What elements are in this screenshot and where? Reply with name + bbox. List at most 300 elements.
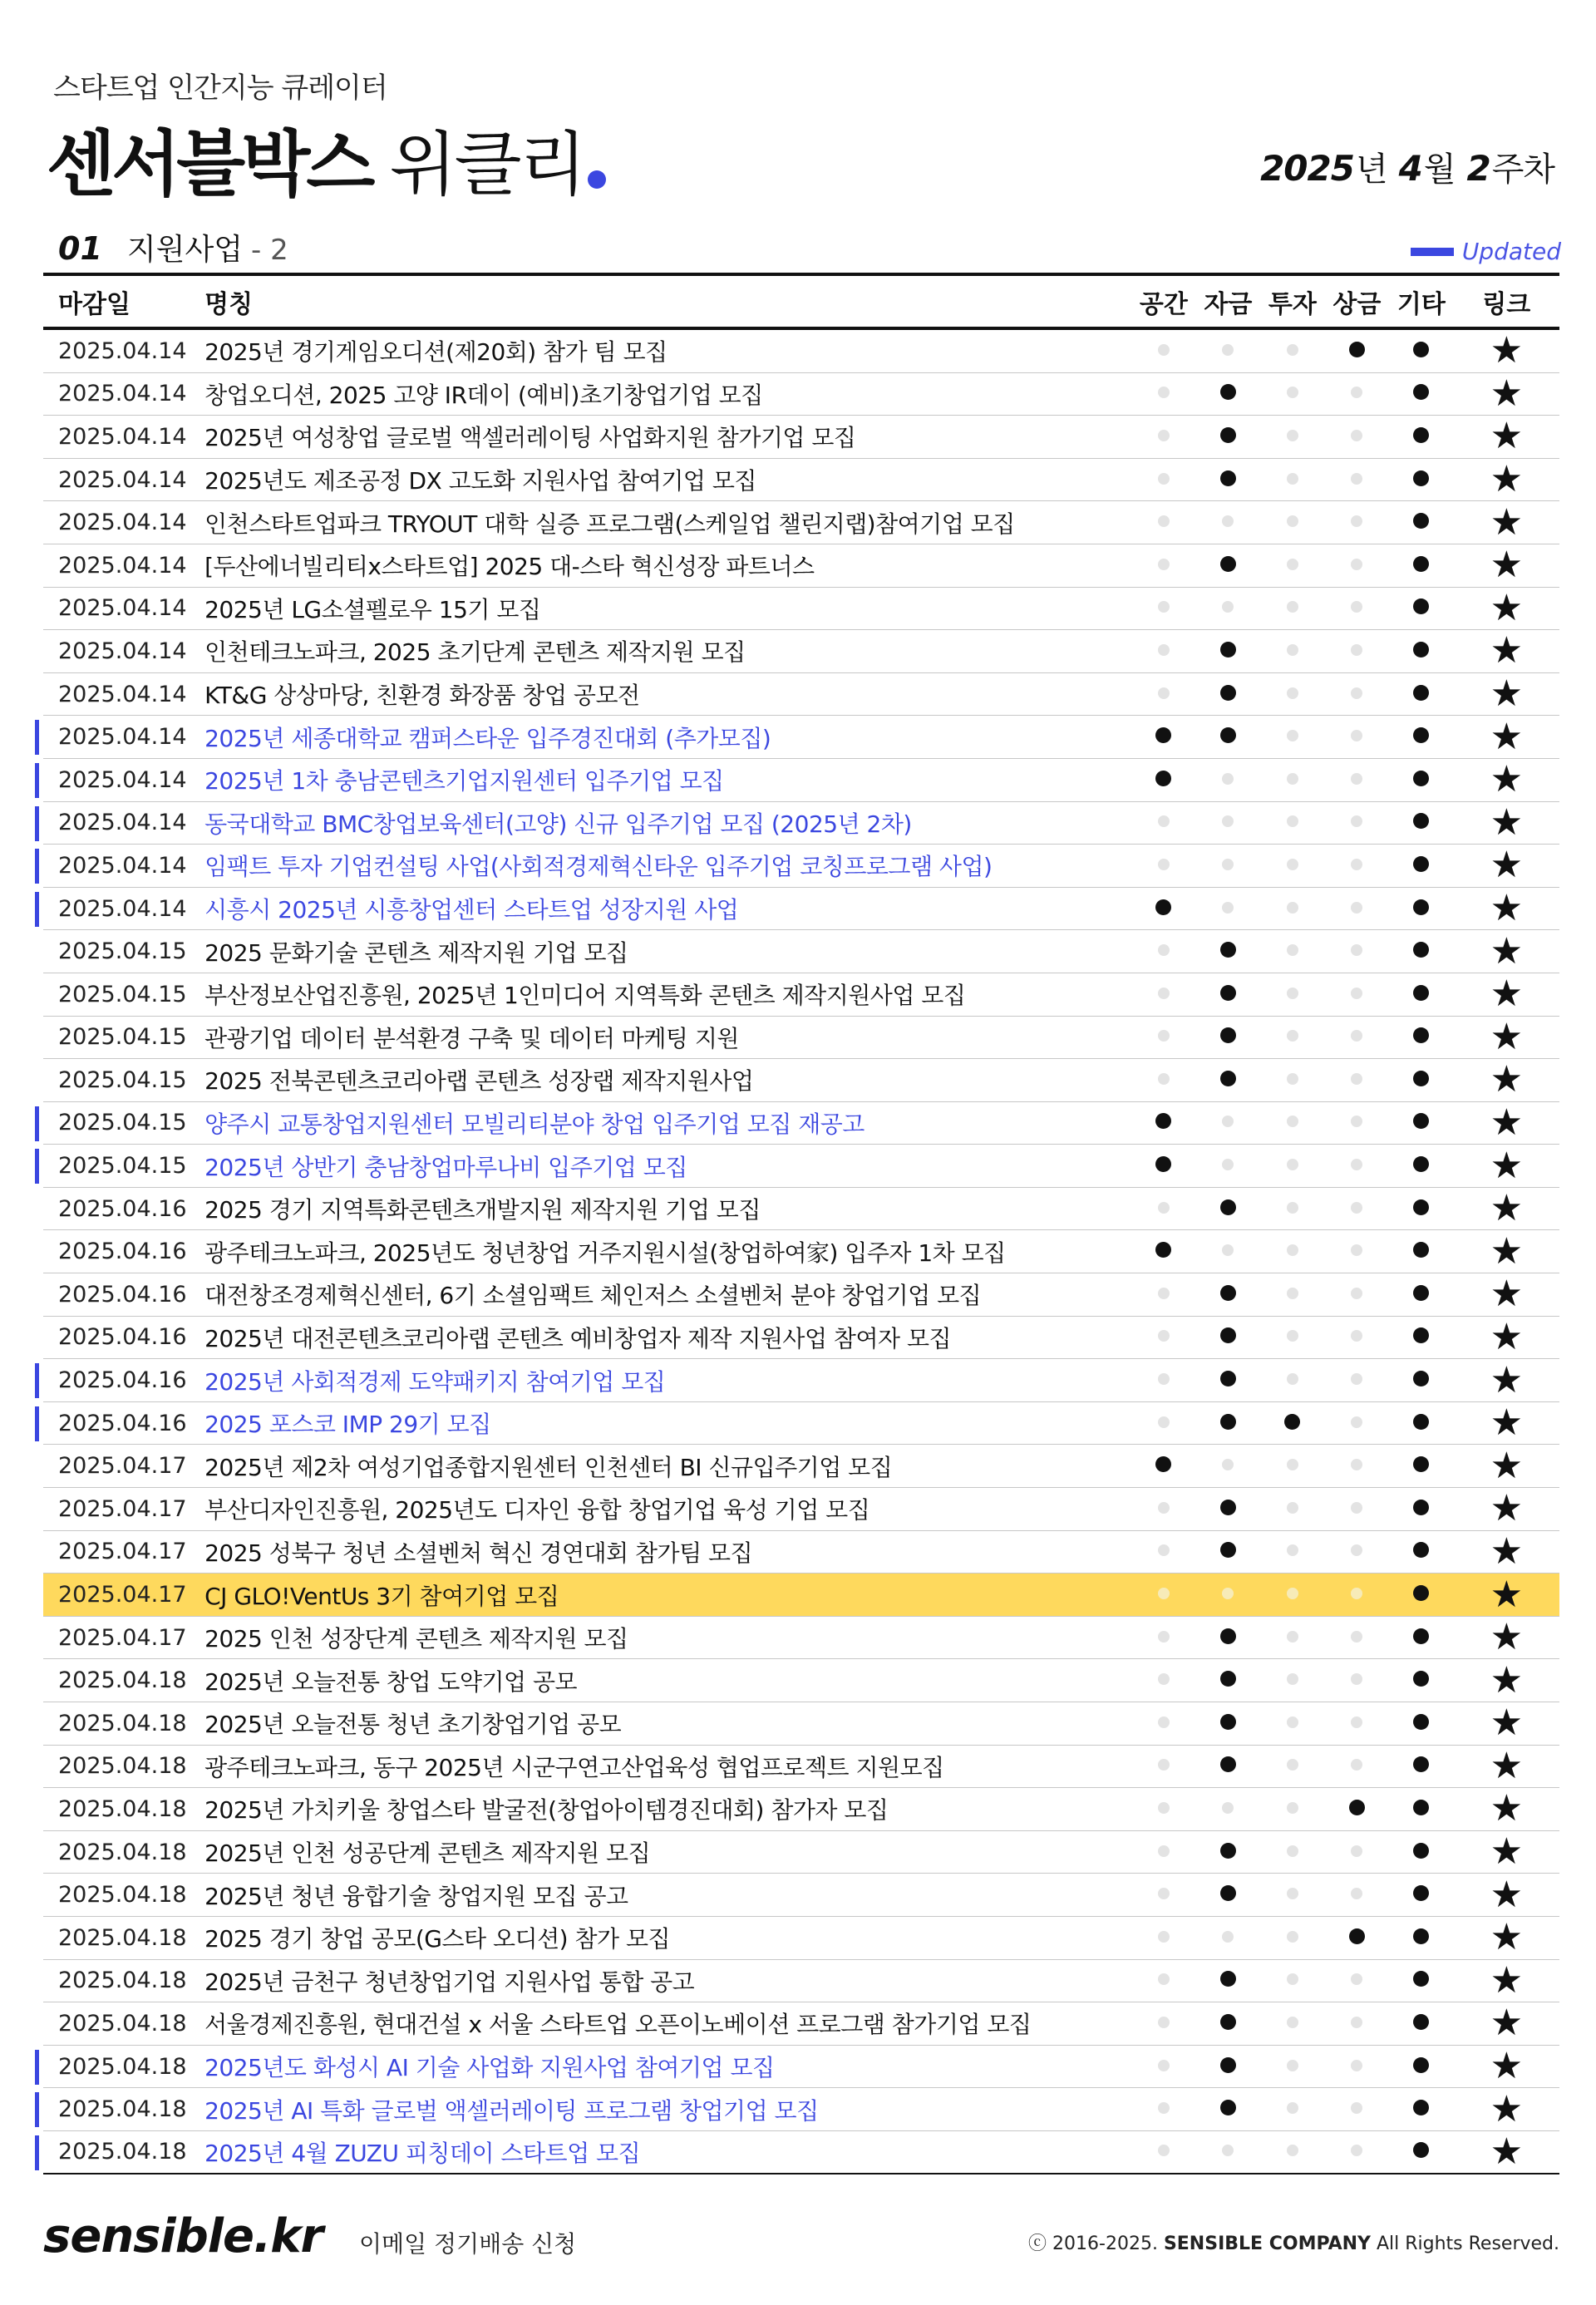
- row-invest-cell: [1260, 1930, 1325, 1946]
- table-row: [43, 2088, 1559, 2131]
- row-prize-cell: [1325, 1887, 1390, 1903]
- star-link-icon[interactable]: ★: [1490, 586, 1524, 629]
- row-deadline: 2025.04.18: [58, 1710, 187, 1736]
- star-link-icon[interactable]: ★: [1490, 1573, 1524, 1616]
- filled-dot-icon: [1413, 1843, 1429, 1859]
- row-fund-cell: [1196, 1756, 1261, 1776]
- row-prize-cell: [1325, 2144, 1390, 2160]
- issue-year: 2025: [1260, 148, 1354, 189]
- row-space-cell: [1131, 1930, 1196, 1946]
- row-deadline: 2025.04.14: [58, 766, 187, 793]
- row-invest-cell: [1260, 1244, 1325, 1259]
- empty-dot-icon: [1287, 559, 1298, 570]
- star-link-icon[interactable]: ★: [1490, 1616, 1524, 1659]
- star-link-icon[interactable]: ★: [1490, 1873, 1524, 1916]
- row-etc-cell: [1389, 2100, 1454, 2119]
- filled-dot-icon: [1220, 1756, 1236, 1772]
- empty-dot-icon: [1351, 1973, 1362, 1985]
- row-program-name: 인천스타트업파크 TRYOUT 대학 실증 프로그램(스케일업 챌린지랩)참여기업 모집: [204, 510, 1015, 538]
- row-deadline: 2025.04.18: [58, 1924, 187, 1951]
- row-etc-cell: [1389, 1671, 1454, 1690]
- empty-dot-icon: [1158, 1588, 1170, 1599]
- star-link-icon[interactable]: ★: [1490, 1529, 1524, 1573]
- row-space-cell: [1131, 2101, 1196, 2117]
- filled-dot-icon: [1220, 384, 1236, 400]
- star-link-icon[interactable]: ★: [1490, 1830, 1524, 1874]
- row-prize-cell: [1325, 772, 1390, 788]
- section-subtitle: - 2: [251, 234, 288, 267]
- filled-dot-icon: [1413, 813, 1429, 829]
- row-program-name: 임팩트 투자 기업컨설팅 사업(사회적경제혁신타운 입주기업 코칭프로그램 사업): [204, 853, 993, 881]
- section-heading: [58, 226, 288, 268]
- empty-dot-icon: [1351, 644, 1362, 656]
- row-fund-cell: [1196, 1971, 1261, 1990]
- row-prize-cell: [1325, 858, 1390, 874]
- filled-dot-icon: [1220, 2100, 1236, 2115]
- filled-dot-icon: [1220, 1542, 1236, 1558]
- row-prize-cell: [1325, 987, 1390, 1002]
- empty-dot-icon: [1351, 773, 1362, 785]
- empty-dot-icon: [1287, 1373, 1298, 1385]
- row-prize-cell: [1325, 2016, 1390, 2032]
- filled-dot-icon: [1220, 942, 1236, 958]
- row-invest-cell: [1260, 643, 1325, 659]
- row-etc-cell: [1389, 1414, 1454, 1433]
- star-link-icon[interactable]: ★: [1490, 2045, 1524, 2088]
- filled-dot-icon: [1220, 1971, 1236, 1987]
- row-deadline: 2025.04.18: [58, 2053, 187, 2080]
- row-link-cell: [1454, 1873, 1559, 1916]
- row-fund-cell: [1196, 343, 1261, 359]
- row-etc-cell: [1389, 1156, 1454, 1175]
- star-link-icon[interactable]: ★: [1490, 929, 1524, 973]
- star-link-icon[interactable]: ★: [1490, 1916, 1524, 1959]
- row-invest-cell: [1260, 729, 1325, 745]
- row-prize-cell: [1325, 600, 1390, 616]
- filled-dot-icon: [1413, 1628, 1429, 1644]
- star-link-icon[interactable]: ★: [1490, 973, 1524, 1016]
- row-deadline: 2025.04.14: [58, 852, 187, 879]
- filled-dot-icon: [1413, 1371, 1429, 1386]
- star-link-icon[interactable]: ★: [1490, 672, 1524, 716]
- row-invest-cell: [1260, 1201, 1325, 1217]
- empty-dot-icon: [1351, 1544, 1362, 1556]
- filled-dot-icon: [1413, 1500, 1429, 1515]
- empty-dot-icon: [1287, 1973, 1298, 1985]
- empty-dot-icon: [1222, 601, 1234, 613]
- filled-dot-icon: [1220, 556, 1236, 572]
- row-link-cell: [1454, 758, 1559, 801]
- row-deadline: 2025.04.16: [58, 1239, 187, 1265]
- row-link-cell: [1454, 929, 1559, 973]
- filled-dot-icon: [1413, 513, 1429, 529]
- row-etc-cell: [1389, 1714, 1454, 1733]
- filled-dot-icon: [1220, 1071, 1236, 1086]
- empty-dot-icon: [1222, 859, 1234, 870]
- table-row: [43, 1702, 1559, 1746]
- row-fund-cell: [1196, 470, 1261, 490]
- row-etc-cell: [1389, 1971, 1454, 1990]
- row-fund-cell: [1196, 772, 1261, 788]
- row-deadline: 2025.04.18: [58, 2096, 187, 2123]
- star-link-icon[interactable]: ★: [1490, 1658, 1524, 1702]
- table-body: [43, 330, 1559, 2174]
- empty-dot-icon: [1351, 2145, 1362, 2156]
- filled-dot-icon: [1413, 470, 1429, 486]
- row-invest-cell: [1260, 943, 1325, 959]
- table-row: [43, 1788, 1559, 1831]
- row-prize-cell: [1325, 429, 1390, 445]
- row-invest-cell: [1260, 429, 1325, 445]
- filled-dot-icon: [1413, 727, 1429, 743]
- row-etc-cell: [1389, 470, 1454, 490]
- column-header-space: 공간: [1139, 289, 1188, 319]
- empty-dot-icon: [1158, 2145, 1170, 2156]
- star-link-icon[interactable]: ★: [1490, 2002, 1524, 2045]
- star-link-icon[interactable]: ★: [1490, 372, 1524, 415]
- star-link-icon[interactable]: ★: [1490, 1315, 1524, 1358]
- star-link-icon[interactable]: ★: [1490, 415, 1524, 458]
- empty-dot-icon: [1351, 944, 1362, 956]
- empty-dot-icon: [1351, 1588, 1362, 1599]
- row-program-name: 2025년 경기게임오디션(제20회) 참가 팀 모집: [204, 338, 667, 367]
- row-invest-cell: [1260, 1414, 1325, 1433]
- row-invest-cell: [1260, 472, 1325, 488]
- filled-dot-icon: [1349, 1800, 1365, 1815]
- row-deadline: 2025.04.14: [58, 510, 187, 536]
- row-program-name: 2025 경기 창업 공모(G스타 오디션) 참가 모집: [204, 1925, 671, 1953]
- empty-dot-icon: [1158, 1802, 1170, 1814]
- row-program-name: 인천테크노파크, 2025 초기단계 콘텐츠 제작지원 모집: [204, 638, 746, 667]
- empty-dot-icon: [1158, 944, 1170, 956]
- filled-dot-icon: [1413, 1414, 1429, 1430]
- filled-dot-icon: [1413, 1928, 1429, 1944]
- table-row: [43, 1874, 1559, 1917]
- row-fund-cell: [1196, 1587, 1261, 1603]
- star-link-icon[interactable]: ★: [1490, 1358, 1524, 1401]
- filled-dot-icon: [1413, 1885, 1429, 1901]
- row-link-cell: [1454, 329, 1559, 372]
- row-link-cell: [1454, 544, 1559, 587]
- row-invest-cell: [1260, 1501, 1325, 1517]
- row-prize-cell: [1325, 1029, 1390, 1045]
- empty-dot-icon: [1351, 1030, 1362, 1042]
- table-row: [43, 1017, 1559, 1060]
- star-link-icon[interactable]: ★: [1490, 1787, 1524, 1830]
- row-fund-cell: [1196, 2144, 1261, 2160]
- filled-dot-icon: [1413, 1756, 1429, 1772]
- filled-dot-icon: [1220, 1285, 1236, 1301]
- table-row: [43, 759, 1559, 802]
- star-link-icon[interactable]: ★: [1490, 1444, 1524, 1487]
- table-row: [43, 1059, 1559, 1102]
- row-space-cell: [1131, 386, 1196, 401]
- table-row: [43, 845, 1559, 888]
- row-program-name: 2025년 오늘전통 청년 초기창업기업 공모: [204, 1711, 622, 1739]
- copyright-prefix: ⓒ 2016-2025.: [1028, 2234, 1158, 2254]
- row-deadline: 2025.04.18: [58, 2139, 187, 2165]
- table-row: [43, 1230, 1559, 1273]
- row-invest-cell: [1260, 815, 1325, 830]
- row-link-cell: [1454, 1273, 1559, 1316]
- row-etc-cell: [1389, 1027, 1454, 1047]
- row-link-cell: [1454, 2045, 1559, 2088]
- row-fund-cell: [1196, 1199, 1261, 1219]
- empty-dot-icon: [1158, 473, 1170, 485]
- row-prize-cell: [1325, 1928, 1390, 1948]
- row-fund-cell: [1196, 2014, 1261, 2033]
- row-etc-cell: [1389, 1585, 1454, 1604]
- filled-dot-icon: [1413, 771, 1429, 786]
- row-link-cell: [1454, 1702, 1559, 1745]
- empty-dot-icon: [1287, 1588, 1298, 1599]
- star-link-icon[interactable]: ★: [1490, 1273, 1524, 1316]
- row-space-cell: [1131, 1113, 1196, 1132]
- row-prize-cell: [1325, 342, 1390, 361]
- empty-dot-icon: [1351, 601, 1362, 613]
- row-fund-cell: [1196, 1071, 1261, 1090]
- star-link-icon[interactable]: ★: [1490, 1744, 1524, 1787]
- row-link-cell: [1454, 586, 1559, 629]
- row-program-name: 광주테크노파크, 동구 2025년 시군구연고산업육성 협업프로젝트 지원모집: [204, 1753, 944, 1781]
- row-space-cell: [1131, 1201, 1196, 1217]
- star-link-icon[interactable]: ★: [1490, 887, 1524, 930]
- row-deadline: 2025.04.17: [58, 1453, 187, 1480]
- empty-dot-icon: [1222, 773, 1234, 785]
- row-program-name: 2025년 오늘전통 창업 도약기업 공모: [204, 1667, 578, 1696]
- filled-dot-icon: [1220, 642, 1236, 658]
- row-fund-cell: [1196, 1885, 1261, 1904]
- star-link-icon[interactable]: ★: [1490, 329, 1524, 372]
- row-invest-cell: [1260, 1072, 1325, 1088]
- row-prize-cell: [1325, 1244, 1390, 1259]
- row-fund-cell: [1196, 1115, 1261, 1130]
- empty-dot-icon: [1351, 859, 1362, 870]
- row-space-cell: [1131, 1758, 1196, 1774]
- star-link-icon[interactable]: ★: [1490, 1187, 1524, 1230]
- row-etc-cell: [1389, 899, 1454, 919]
- row-link-cell: [1454, 800, 1559, 844]
- row-deadline: 2025.04.14: [58, 595, 187, 622]
- section-title: 지원사업: [126, 233, 243, 267]
- table-row: [43, 930, 1559, 973]
- star-link-icon[interactable]: ★: [1490, 1702, 1524, 1745]
- star-link-icon[interactable]: ★: [1490, 2130, 1524, 2173]
- filled-dot-icon: [1220, 1671, 1236, 1687]
- empty-dot-icon: [1351, 815, 1362, 827]
- filled-dot-icon: [1413, 1285, 1429, 1301]
- empty-dot-icon: [1158, 2102, 1170, 2114]
- row-prize-cell: [1325, 1587, 1390, 1603]
- filled-dot-icon: [1284, 1414, 1300, 1430]
- empty-dot-icon: [1287, 1673, 1298, 1685]
- row-space-cell: [1131, 1372, 1196, 1388]
- empty-dot-icon: [1158, 1502, 1170, 1514]
- row-fund-cell: [1196, 1327, 1261, 1347]
- row-fund-cell: [1196, 1158, 1261, 1174]
- empty-dot-icon: [1222, 815, 1234, 827]
- column-header-prize: 상금: [1332, 289, 1382, 319]
- empty-dot-icon: [1351, 1288, 1362, 1299]
- star-link-icon[interactable]: ★: [1490, 458, 1524, 501]
- row-deadline: 2025.04.18: [58, 1795, 187, 1822]
- table-row: [43, 1445, 1559, 1488]
- row-prize-cell: [1325, 558, 1390, 574]
- star-link-icon[interactable]: ★: [1490, 1401, 1524, 1445]
- row-space-cell: [1131, 558, 1196, 574]
- star-link-icon[interactable]: ★: [1490, 1487, 1524, 1530]
- empty-dot-icon: [1351, 1416, 1362, 1428]
- filled-dot-icon: [1413, 598, 1429, 614]
- table-row: [43, 973, 1559, 1017]
- star-link-icon[interactable]: ★: [1490, 500, 1524, 544]
- filled-dot-icon: [1220, 1414, 1236, 1430]
- row-program-name: 2025년도 제조공정 DX 고도화 지원사업 참여기업 모집: [204, 467, 756, 495]
- star-link-icon[interactable]: ★: [1490, 1101, 1524, 1144]
- table-row: [43, 1317, 1559, 1360]
- row-program-name: 2025 인천 성장단계 콘텐츠 제작지원 모집: [204, 1625, 628, 1653]
- row-link-cell: [1454, 415, 1559, 458]
- empty-dot-icon: [1287, 1073, 1298, 1085]
- star-link-icon[interactable]: ★: [1490, 1058, 1524, 1101]
- issue-week: [1260, 143, 1554, 190]
- row-prize-cell: [1325, 815, 1390, 830]
- filled-dot-icon: [1413, 2014, 1429, 2030]
- row-link-cell: [1454, 1401, 1559, 1445]
- subscribe-link[interactable]: 이메일 정기배송 신청: [359, 2230, 577, 2258]
- row-etc-cell: [1389, 1327, 1454, 1347]
- star-link-icon[interactable]: ★: [1490, 2087, 1524, 2130]
- filled-dot-icon: [1413, 1113, 1429, 1129]
- row-deadline: 2025.04.18: [58, 1882, 187, 1909]
- row-program-name: 2025 포스코 IMP 29기 모집: [204, 1411, 491, 1439]
- empty-dot-icon: [1158, 1845, 1170, 1857]
- row-invest-cell: [1260, 1887, 1325, 1903]
- row-fund-cell: [1196, 556, 1261, 575]
- star-link-icon[interactable]: ★: [1490, 758, 1524, 801]
- filled-dot-icon: [1220, 1885, 1236, 1901]
- empty-dot-icon: [1222, 1459, 1234, 1470]
- row-link-cell: [1454, 1101, 1559, 1144]
- row-program-name: 2025년 상반기 충남창업마루나비 입주기업 모집: [204, 1153, 687, 1181]
- star-link-icon[interactable]: ★: [1490, 844, 1524, 887]
- row-prize-cell: [1325, 1630, 1390, 1646]
- row-etc-cell: [1389, 642, 1454, 661]
- row-link-cell: [1454, 1616, 1559, 1659]
- row-etc-cell: [1389, 1371, 1454, 1390]
- row-invest-cell: [1260, 858, 1325, 874]
- row-link-cell: [1454, 2130, 1559, 2173]
- filled-dot-icon: [1413, 342, 1429, 357]
- star-link-icon[interactable]: ★: [1490, 1229, 1524, 1273]
- column-header-etc: 기타: [1396, 289, 1446, 319]
- row-fund-cell: [1196, 384, 1261, 403]
- row-space-cell: [1131, 600, 1196, 616]
- star-link-icon[interactable]: ★: [1490, 1015, 1524, 1058]
- row-invest-cell: [1260, 2144, 1325, 2160]
- row-prize-cell: [1325, 943, 1390, 959]
- updated-legend: [1411, 238, 1561, 265]
- star-link-icon[interactable]: ★: [1490, 629, 1524, 672]
- copyright-suffix: All Rights Reserved.: [1376, 2234, 1559, 2254]
- row-invest-cell: [1260, 987, 1325, 1002]
- row-space-cell: [1131, 987, 1196, 1002]
- row-prize-cell: [1325, 1844, 1390, 1860]
- filled-dot-icon: [1413, 1542, 1429, 1558]
- filled-dot-icon: [1413, 1671, 1429, 1687]
- row-deadline: 2025.04.16: [58, 1324, 187, 1351]
- row-deadline: 2025.04.15: [58, 981, 187, 1007]
- filled-dot-icon: [1220, 2014, 1236, 2030]
- row-prize-cell: [1325, 1329, 1390, 1345]
- star-link-icon[interactable]: ★: [1490, 715, 1524, 758]
- empty-dot-icon: [1287, 1759, 1298, 1771]
- row-fund-cell: [1196, 1371, 1261, 1390]
- table-row: [43, 1917, 1559, 1960]
- row-deadline: 2025.04.16: [58, 1281, 187, 1308]
- row-etc-cell: [1389, 1500, 1454, 1519]
- filled-dot-icon: [1220, 1500, 1236, 1515]
- filled-dot-icon: [1413, 1971, 1429, 1987]
- row-link-cell: [1454, 887, 1559, 930]
- row-link-cell: [1454, 844, 1559, 887]
- row-link-cell: [1454, 1444, 1559, 1487]
- footer-logo[interactable]: sensible.kr: [43, 2209, 323, 2263]
- row-etc-cell: [1389, 1113, 1454, 1132]
- empty-dot-icon: [1287, 1244, 1298, 1256]
- filled-dot-icon: [1413, 1456, 1429, 1472]
- row-space-cell: [1131, 1501, 1196, 1517]
- row-link-cell: [1454, 1144, 1559, 1187]
- filled-dot-icon: [1220, 1327, 1236, 1343]
- filled-dot-icon: [1220, 727, 1236, 743]
- row-invest-cell: [1260, 1758, 1325, 1774]
- empty-dot-icon: [1351, 1116, 1362, 1127]
- star-link-icon[interactable]: ★: [1490, 800, 1524, 844]
- row-etc-cell: [1389, 1456, 1454, 1475]
- empty-dot-icon: [1351, 1202, 1362, 1214]
- row-program-name: 2025 문화기술 콘텐츠 제작지원 기업 모집: [204, 938, 628, 967]
- column-header-deadline: 마감일: [58, 289, 131, 319]
- row-deadline: 2025.04.14: [58, 552, 187, 579]
- row-etc-cell: [1389, 2057, 1454, 2076]
- star-link-icon[interactable]: ★: [1490, 544, 1524, 587]
- empty-dot-icon: [1287, 1716, 1298, 1728]
- row-space-cell: [1131, 2144, 1196, 2160]
- star-link-icon[interactable]: ★: [1490, 1144, 1524, 1187]
- row-link-cell: [1454, 2002, 1559, 2045]
- empty-dot-icon: [1158, 2017, 1170, 2028]
- row-invest-cell: [1260, 772, 1325, 788]
- empty-dot-icon: [1351, 1845, 1362, 1857]
- empty-dot-icon: [1351, 1631, 1362, 1643]
- row-invest-cell: [1260, 2101, 1325, 2117]
- row-deadline: 2025.04.14: [58, 423, 187, 450]
- empty-dot-icon: [1351, 430, 1362, 441]
- star-link-icon[interactable]: ★: [1490, 1958, 1524, 2002]
- issue-year-unit: 년: [1355, 150, 1387, 189]
- empty-dot-icon: [1351, 1502, 1362, 1514]
- row-program-name: 2025년 인천 성공단계 콘텐츠 제작지원 모집: [204, 1840, 651, 1868]
- filled-dot-icon: [1413, 384, 1429, 400]
- empty-dot-icon: [1287, 601, 1298, 613]
- empty-dot-icon: [1287, 1544, 1298, 1556]
- row-deadline: 2025.04.16: [58, 1195, 187, 1222]
- empty-dot-icon: [1158, 1202, 1170, 1214]
- empty-dot-icon: [1351, 1673, 1362, 1685]
- row-etc-cell: [1389, 1071, 1454, 1090]
- row-etc-cell: [1389, 598, 1454, 618]
